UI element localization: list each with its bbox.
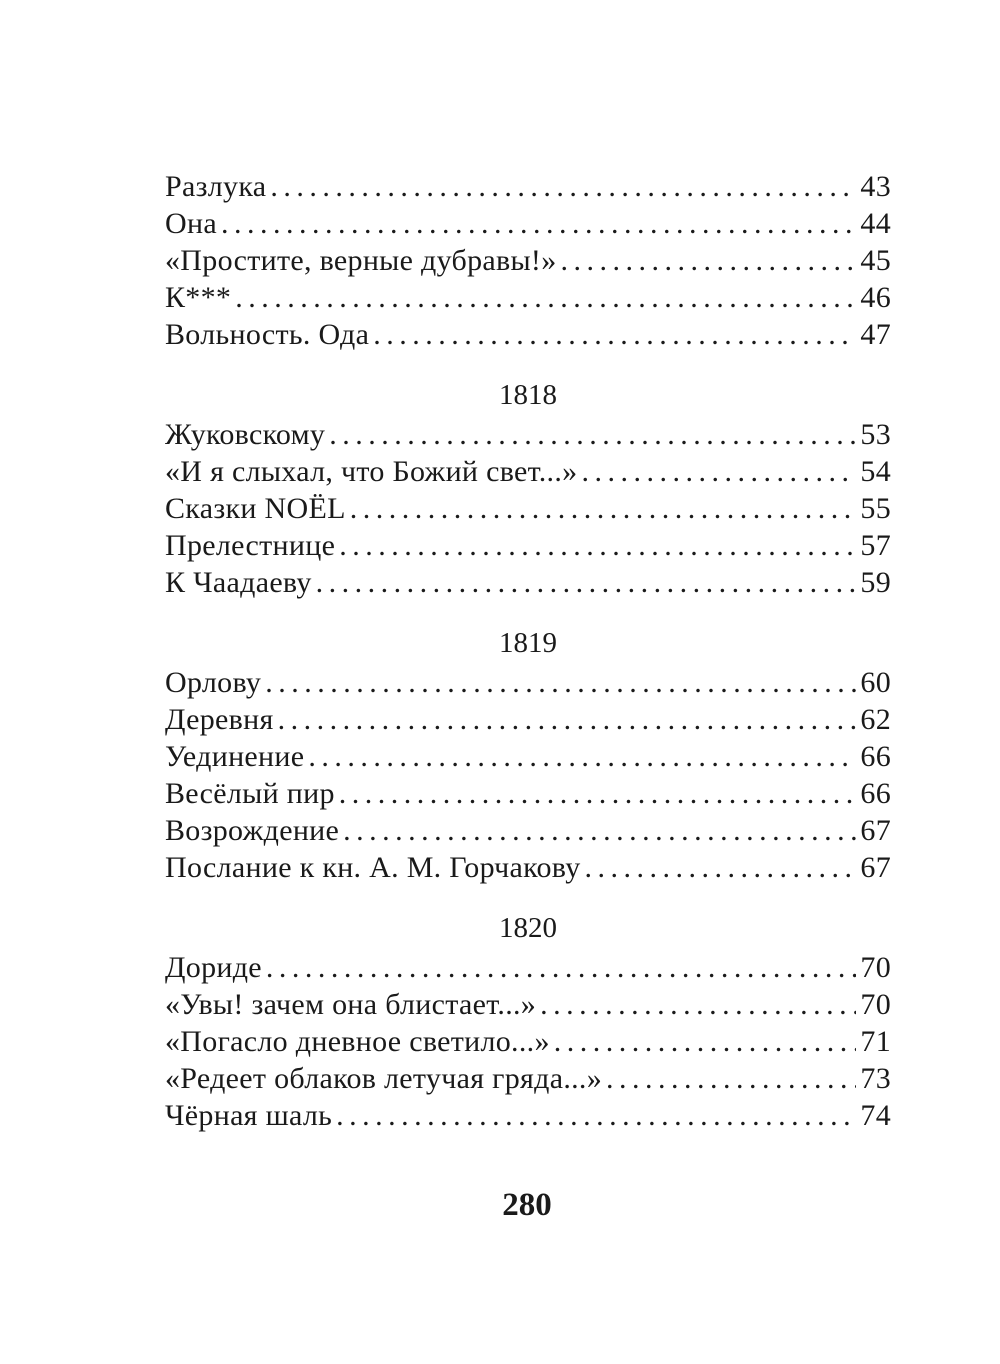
entry-page: 74 [860, 1099, 891, 1132]
entry-page: 46 [860, 281, 891, 314]
entry-page: 45 [860, 244, 891, 277]
entry-title: Послание к кн. А. М. Горчакову [165, 851, 581, 884]
entry-title: «Простите, верные дубравы!» [165, 244, 557, 277]
entry-page: 62 [860, 703, 891, 736]
dot-leader [221, 205, 856, 242]
entry-title: Возрождение [165, 814, 340, 847]
dot-leader [336, 1097, 856, 1134]
entry-page: 55 [860, 492, 891, 525]
toc-entry [165, 812, 891, 849]
table-of-contents [165, 168, 891, 1134]
entry-title: Весёлый пир [165, 777, 335, 810]
toc-entry [165, 738, 891, 775]
entry-page: 59 [860, 566, 891, 599]
entry-title: Чёрная шаль [165, 1099, 333, 1132]
entry-page: 70 [860, 988, 891, 1021]
toc-section [165, 910, 891, 1134]
dot-leader [350, 490, 857, 527]
toc-entry [165, 664, 891, 701]
year-heading: 1818 [499, 379, 557, 411]
entry-page: 43 [860, 170, 891, 203]
dot-leader [329, 416, 856, 453]
dot-leader [373, 316, 856, 353]
dot-leader [235, 279, 856, 316]
entry-page: 66 [860, 740, 891, 773]
dot-leader [270, 168, 856, 205]
toc-entry [165, 949, 891, 986]
entry-title: Орлову [165, 666, 262, 699]
entry-page: 53 [860, 418, 891, 451]
entry-title: Жуковскому [165, 418, 326, 451]
entry-page: 70 [860, 951, 891, 984]
toc-entry [165, 279, 891, 316]
entry-page: 44 [860, 207, 891, 240]
toc-entry [165, 316, 891, 353]
toc-entry [165, 242, 891, 279]
entry-title: «И я слыхал, что Божий свет...» [165, 455, 578, 488]
toc-entry [165, 1060, 891, 1097]
toc-entry [165, 701, 891, 738]
dot-leader [339, 775, 857, 812]
dot-leader [540, 986, 856, 1023]
entry-title: «Увы! зачем она блистает...» [165, 988, 537, 1021]
toc-section [165, 168, 891, 353]
dot-leader [606, 1060, 856, 1097]
dot-leader [278, 701, 857, 738]
toc-entry [165, 416, 891, 453]
toc-entry [165, 564, 891, 601]
entry-title: Разлука [165, 170, 267, 203]
dot-leader [265, 664, 856, 701]
entry-title: К Чаадаеву [165, 566, 312, 599]
toc-section [165, 377, 891, 601]
page-number: 280 [502, 1187, 552, 1223]
entry-page: 73 [860, 1062, 891, 1095]
entry-page: 67 [860, 851, 891, 884]
entry-page: 47 [860, 318, 891, 351]
entry-title: «Редеет облаков летучая гряда...» [165, 1062, 603, 1095]
entry-page: 67 [860, 814, 891, 847]
entry-title: «Погасло дневное светило...» [165, 1025, 550, 1058]
entry-page: 71 [860, 1025, 891, 1058]
entry-title: К*** [165, 281, 232, 314]
dot-leader [561, 242, 857, 279]
entry-page: 57 [860, 529, 891, 562]
dot-leader [581, 453, 856, 490]
entry-title: Дориде [165, 951, 262, 984]
toc-entry [165, 527, 891, 564]
entry-page: 60 [860, 666, 891, 699]
toc-entry [165, 775, 891, 812]
entry-title: Уединение [165, 740, 305, 773]
year-heading: 1820 [499, 912, 557, 944]
entry-title: Сказки NOЁL [165, 492, 346, 525]
entry-page: 54 [860, 455, 891, 488]
year-heading: 1819 [499, 627, 557, 659]
toc-entry [165, 1097, 891, 1134]
toc-section [165, 625, 891, 886]
dot-leader [339, 527, 856, 564]
toc-entry [165, 168, 891, 205]
toc-entry [165, 1023, 891, 1060]
toc-entry [165, 205, 891, 242]
dot-leader [554, 1023, 857, 1060]
toc-entry [165, 849, 891, 886]
dot-leader [585, 849, 857, 886]
dot-leader [343, 812, 856, 849]
entry-title: Деревня [165, 703, 274, 736]
entry-title: Она [165, 207, 217, 240]
dot-leader [266, 949, 856, 986]
entry-title: Прелестнице [165, 529, 336, 562]
entry-title: Вольность. Ода [165, 318, 370, 351]
toc-entry [165, 490, 891, 527]
dot-leader [308, 738, 856, 775]
entry-page: 66 [860, 777, 891, 810]
toc-entry [165, 453, 891, 490]
dot-leader [316, 564, 857, 601]
toc-entry [165, 986, 891, 1023]
